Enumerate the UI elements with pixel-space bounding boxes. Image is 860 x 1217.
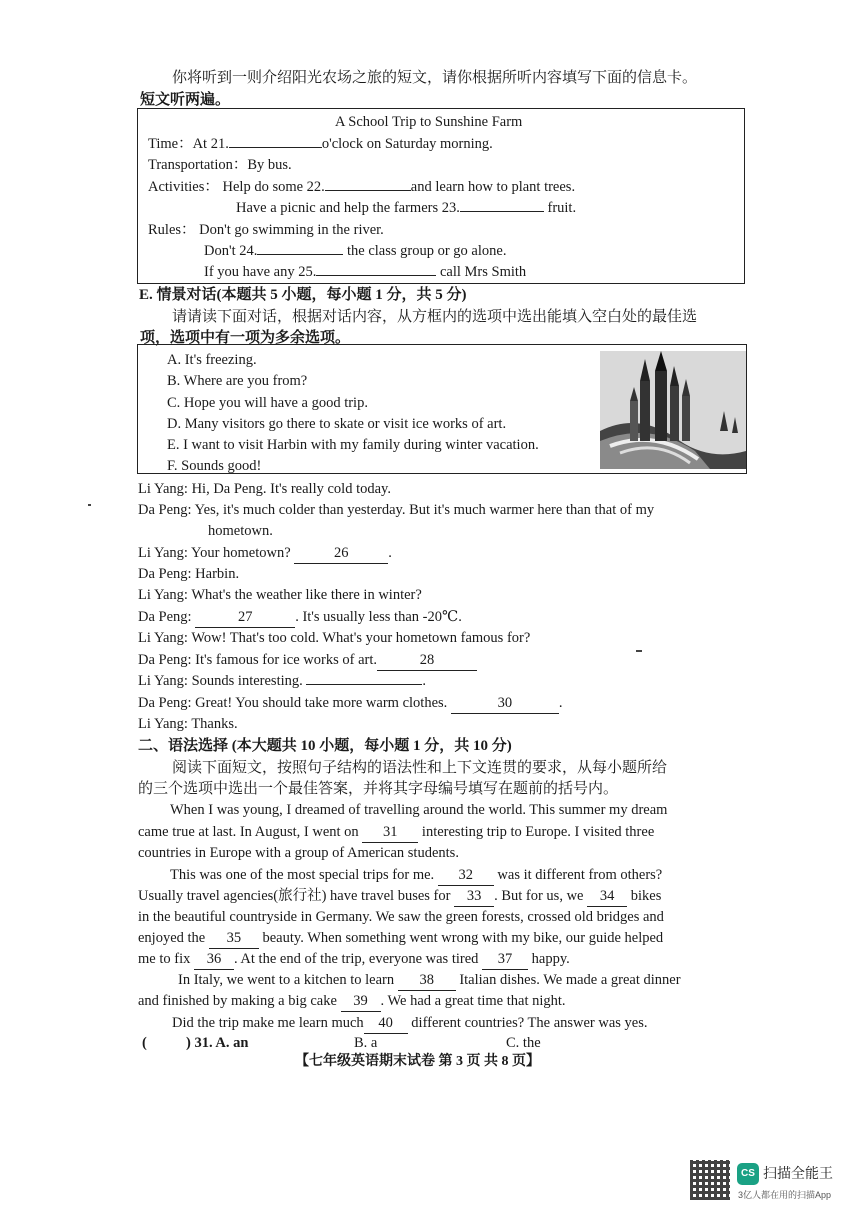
blank-32[interactable]: 32: [438, 865, 494, 886]
qr-code: [690, 1160, 730, 1200]
dialogue-line-6: Da Peng: 27 . It's usually less than -20℃.: [138, 607, 462, 628]
blank-22[interactable]: [325, 190, 411, 191]
passage-line-9: In Italy, we went to a kitchen to learn 38 Italian dishes. We made a great dinner: [178, 970, 681, 991]
card-rule-3: If you have any 25. call Mrs Smith: [204, 264, 527, 280]
card-rule-2: Don't 24. the class group or go alone.: [204, 243, 507, 259]
section-e-heading: E. 情景对话(本题共 5 小题，每小题 1 分，共 5 分): [139, 287, 467, 303]
blank-27[interactable]: 27: [195, 607, 295, 628]
page-footer: 【七年级英语期末试卷 第 3 页 共 8 页】: [295, 1054, 540, 1069]
card-time: [148, 134, 493, 154]
camscanner-name: 扫描全能王: [763, 1165, 833, 1181]
time-suffix: o'clock on Saturday morning.: [321, 136, 493, 152]
ice-castle-image: [600, 351, 746, 469]
question-31-option-c: C. the: [506, 1035, 541, 1051]
camscanner-logo: CS: [737, 1163, 759, 1185]
passage-line-7: enjoyed the 35 beauty. When something went wrong with my bike, our guide helped: [138, 928, 663, 949]
section-e-instruction-2: 项，选项中有一项为多余选项。: [140, 330, 351, 346]
blank-25[interactable]: [316, 275, 436, 276]
passage-line-1: When I was young, I dreamed of travelling around the world. This summer my dream: [170, 802, 668, 818]
question-31-option-b: B. a: [354, 1035, 378, 1051]
blank-31[interactable]: 31: [362, 822, 418, 843]
dialogue-line-2b: hometown.: [208, 523, 273, 539]
scan-speck: [88, 504, 91, 506]
dialogue-line-5: Li Yang: What's the weather like there in winter?: [138, 587, 422, 603]
blank-21[interactable]: [229, 147, 322, 148]
option-b: B. Where are you from?: [167, 373, 308, 389]
passage-line-3: countries in Europe with a group of American students.: [138, 845, 459, 861]
dialogue-line-2: Da Peng: Yes, it's much colder than yesterday. But it's much warmer here than that of my: [138, 502, 655, 518]
passage-line-8: me to fix 36 . At the end of the trip, everyone was tired 37 happy.: [138, 949, 570, 970]
dialogue-line-1: Li Yang: Hi, Da Peng. It's really cold today.: [138, 481, 391, 497]
passage-line-2: came true at last. In August, I went on 31 interesting trip to Europe. I visited three: [138, 822, 654, 843]
grammar-heading: 二、语法选择 (本大题共 10 小题，每小题 1 分，共 10 分): [138, 738, 512, 754]
blank-40[interactable]: 40: [364, 1013, 408, 1034]
option-f: F. Sounds good!: [167, 458, 262, 474]
option-e: E. I want to visit Harbin with my family during winter vacation.: [167, 437, 539, 453]
passage-line-11: Did the trip make me learn much 40 different countries? The answer was yes.: [172, 1013, 648, 1034]
grammar-instruction-2: 的三个选项中选出一个最佳答案，并将其字母编号填写在题前的括号内。: [138, 781, 619, 797]
time-label: Time：At 21.: [148, 136, 229, 152]
blank-39[interactable]: 39: [341, 991, 381, 1012]
question-31-option-a: ) 31. A. an: [186, 1035, 249, 1051]
dialogue-line-4: Da Peng: Harbin.: [138, 566, 240, 582]
dialogue-line-3: Li Yang: Your hometown? 26 .: [138, 543, 392, 564]
blank-37[interactable]: 37: [482, 949, 528, 970]
section-e-instruction-1: 请请读下面对话，根据对话内容，从方框内的选项中选出能填入空白处的最佳选: [172, 309, 698, 325]
blank-36[interactable]: 36: [194, 949, 234, 970]
camscanner-tagline: 3亿人都在用的扫描App: [738, 1190, 832, 1200]
listening-instruction-2: 短文听两遍。: [140, 92, 231, 108]
blank-30[interactable]: 30: [451, 693, 559, 714]
blank-38[interactable]: 38: [398, 970, 456, 991]
answer-paren[interactable]: (: [142, 1035, 147, 1051]
blank-28[interactable]: 28: [377, 650, 477, 671]
dialogue-line-11: Li Yang: Thanks.: [138, 716, 238, 732]
card-activities-2: Have a picnic and help the farmers 23. fruit.: [236, 200, 577, 216]
option-d: D. Many visitors go there to skate or visit ice works of art.: [167, 416, 507, 432]
dialogue-line-7: Li Yang: Wow! That's too cold. What's your hometown famous for?: [138, 630, 531, 646]
blank-34[interactable]: 34: [587, 886, 627, 907]
blank-23[interactable]: [460, 211, 544, 212]
grammar-instruction-1: 阅读下面短文，按照句子结构的语法性和上下文连贯的要求，从每小题所给: [172, 760, 668, 776]
card-title: A School Trip to Sunshine Farm: [335, 114, 523, 130]
dialogue-line-10: Da Peng: Great! You should take more warm clothes. 30 .: [138, 693, 563, 714]
passage-line-6: in the beautiful countryside in Germany. We saw the green forests, crossed old bridges and: [138, 909, 664, 925]
blank-33[interactable]: 33: [454, 886, 494, 907]
blank-35[interactable]: 35: [209, 928, 259, 949]
passage-line-5: Usually travel agencies(旅行社) have travel buses for 33 . But for us, we 34 bikes: [138, 886, 661, 907]
option-c: C. Hope you will have a good trip.: [167, 395, 368, 411]
card-activities-1: Activities： Help do some 22. and learn how to plant trees.: [148, 179, 576, 195]
card-rule-1: Rules： Don't go swimming in the river.: [148, 222, 384, 238]
passage-line-4: This was one of the most special trips for me. 32 was it different from others?: [170, 865, 662, 886]
listening-instruction: 你将听到一则介绍阳光农场之旅的短文，请你根据所听内容填写下面的信息卡。: [172, 70, 698, 86]
blank-29[interactable]: [306, 684, 422, 685]
scan-speck: [636, 650, 642, 652]
blank-24[interactable]: [257, 254, 343, 255]
option-a: A. It's freezing.: [167, 352, 257, 368]
dialogue-line-8: Da Peng: It's famous for ice works of art. 28: [138, 650, 477, 671]
passage-line-10: and finished by making a big cake 39 . We had a great time that night.: [138, 991, 566, 1012]
blank-26[interactable]: 26: [294, 543, 388, 564]
dialogue-line-9: Li Yang: Sounds interesting. .: [138, 673, 426, 689]
card-transport: Transportation：By bus.: [148, 157, 292, 173]
